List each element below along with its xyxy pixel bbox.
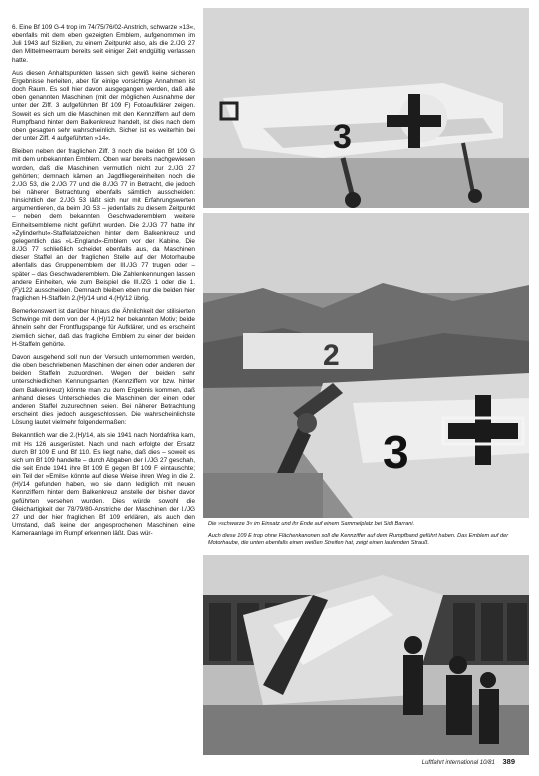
page-number: 389 <box>502 757 515 766</box>
photo-caption-top: Die »schwarze 3« im Einsatz und ihr Ende auf einem Sammelplatz bei Sidi Barrani. <box>208 521 415 527</box>
magazine-name: Luftfahrt international 10/81 <box>421 760 495 766</box>
paragraph: Davon ausgehend soll nun der Versuch unternommen werden, die oben beschriebenen Maschinen der einen oder anderen der beiden Staffeln zuzuordnen. Wegen der beiden sehr unterschiedlichen Kennungsarten (Kennziffern vor bzw. hinter dem Balkenkreuz) könnte man zu dem Ergebnis kommen, daß anhand dieses Unterschiedes die Maschinen der einen oder anderen Staffel zuzurechnen seien. Bei näherer Betrachtung erscheint dies jedoch ausgeschlossen. Die wahrscheinlichste Lösung lautet vielmehr folgendermaßen: <box>12 353 195 427</box>
photo-bf109e-trop-ground-crew <box>203 555 529 755</box>
svg-text:2: 2 <box>323 339 340 372</box>
article-text-column <box>12 24 195 543</box>
photo-black-3-in-service <box>203 8 529 208</box>
paragraph: Bemerkenswert ist darüber hinaus die Ähnlichkeit der stilisierten Schwinge mit dem von der 4.(H)/12 her bekannten Motiv; beide ähneln sehr der Frontflugspange für Aufklärer, und es erscheint ziemlich sicher, daß das fragliche Emblem zu einer der beiden H-Staffeln gehörte. <box>12 308 195 348</box>
photo-caption-middle: Auch diese 109 E trop ohne Flächenkanonen soll die Kennziffer auf dem Rumpfband geführt haben. Das Emblem auf der Motorhaube, die unten ebenfalls einen weißen Streifen hat, zeigt einen laufenden Strauß. <box>208 533 509 546</box>
page-footer <box>422 757 515 766</box>
paragraph: Bekanntlich war die 2.(H)/14, als sie 1941 nach Nordafrika kam, mit Hs 126 ausgerüstet. Nach und nach erfolgte der Ersatz durch Bf 109 E und Bf 110. Es liegt nahe, daß dies – soweit es sich um Bf 109 handelte – durch Abgaben der I./JG 27 geschah, die seit Ende 1941 ihre Bf 109 E gegen Bf 109 F eintauschte; ein Teil der »Emils« könnte auf diese Weise ihren Weg in die 2.(H)/14 gefunden haben, wo sie dann lediglich mit neuen Kennziffern hinter dem Balkenkreuz anstelle der bisher davor geführten versehen wurden. Dies würde sowohl die Gleichartigkeit der 78/79/80-Anstriche der Maschinen der I./JG 27 und der hier fraglichen Bf 109 erklären, als auch den Umstand, daß keine der angesprochenen Maschinen eine Kameraanlage im Rumpf erkennen läßt. Das wür- <box>12 432 195 538</box>
paragraph: Aus diesen Anhaltspunkten lassen sich gewiß keine sicheren Ergebnisse herleiten, aber für einige vorsichtige Annahmen ist doch Raum. Es soll hier davon ausgegangen werden, daß alle oben genannten Maschinen (mit der möglichen Ausnahme der unter der Ziff. 3 aufgeführten Bf 109 F) Fotoaufklärer zeigen. Soweit es sich um die Maschinen mit den Kennziffern auf dem Rumpfband hinter dem Balkenkreuz handelt, ist dies nach dem oben gesagten sehr wahrscheinlich. Sicher ist es weiterhin bei der unter Ziff. 4 aufgeführten »14«. <box>12 69 195 143</box>
photo-black-3-wreck <box>203 213 529 518</box>
svg-text:3: 3 <box>333 118 352 156</box>
paragraph: 6. Eine Bf 109 G-4 trop im 74/75/76/02-Anstrich, schwarze »13«, ebenfalls mit dem eben gezeigten Emblem, aufgenommen im Juli 1943 auf Sizilien, zu einem Zeitpunkt also, als die 2./JG 27 den Mittelmeerraum bereits seit einiger Zeit endgültig verlassen hatte. <box>12 24 195 64</box>
paragraph: Bleiben neben der fraglichen Ziff. 3 noch die beiden Bf 109 G mit dem unbekannten Emblem. Oben war bereits nachgewiesen worden, daß die Maschinen vermutlich nicht zur 2./JG 27 gehörten; demnach kämen an Jagdfliegereinheiten noch die 2./JG 53, die 2./JG 77 und die 8./JG 77 in Betracht, die jedoch bei näherer Betrachtung ebenfalls sämtlich ausscheiden: hinsichtlich der 2./JG 53 läßt sich nur mit Erfahrungswerten argumentieren, da beim JG 53 – jedenfalls zu diesem Zeitpunkt – neben dem bekannten Geschwaderemblem weitere Einheitsembleme nicht geführt wurden. Die 2./JG 77 hatte ihr »Zylinderhut«-Staffelabzeichen hinter dem Balkenkreuz und gelegentlich das »L-England«-Emblem vor der Kabine. Die 8./JG 77 schließlich scheidet ebenfalls aus, da Maschinen dieser Staffel an der fraglichen Stelle auf der Motorhaube allenfalls das Gruppenemblem der III./JG 77 trugen oder – später – das Geschwaderemblem. Die Zahlenkennungen lassen andere Einheiten, wie zum Beispiel die III./ZG 1 oder die 1.(F)/122 ausscheiden. Demnach bleiben eben nur die beiden hier fraglichen H-Staffeln 2.(H)/14 und 4.(H)/12 übrig. <box>12 148 195 302</box>
svg-text:3: 3 <box>383 426 409 478</box>
